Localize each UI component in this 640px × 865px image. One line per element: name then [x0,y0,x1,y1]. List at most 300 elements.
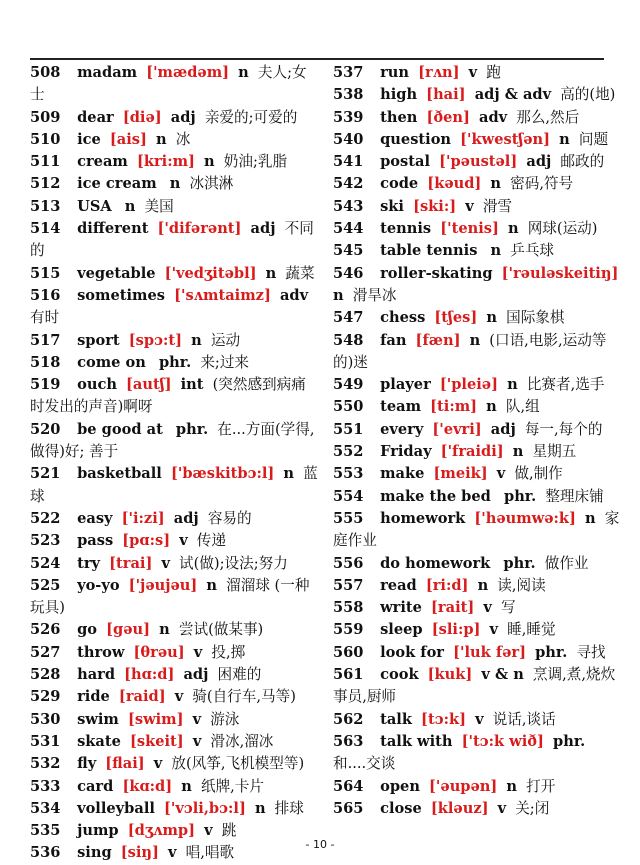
entry-pronunciation: [tɔ:k] [421,710,466,728]
entry-word: be good at [77,420,163,438]
entry-definition: 运动 [210,331,241,349]
entry-word: pass [77,532,114,550]
entry-pronunciation: [raid] [118,688,166,706]
entry-word: ski [380,197,404,215]
vocab-entry [333,664,623,709]
entry-part-of-speech: n [156,130,167,148]
entry-word: throw [77,643,125,661]
entry-number: 526 [30,621,61,639]
entry-word: sometimes [77,286,165,304]
entry-pronunciation: ['tɔ:k wið] [461,732,544,750]
entry-number: 532 [30,755,61,773]
vocab-entry [30,619,320,641]
entry-word: code [380,175,419,193]
vocab-entry [30,419,320,464]
entry-part-of-speech: v [468,64,478,81]
entry-word: card [77,777,114,795]
entry-part-of-speech: adj [170,108,196,126]
entry-pronunciation: ['bæskitbɔ:l] [170,465,275,483]
entry-pronunciation: [rʌn] [418,64,460,81]
vocab-entry [333,642,623,664]
entry-definition: 滑冰,溜冰 [210,732,274,750]
entry-word: open [380,777,420,795]
entry-definition: 烹调,煮,烧炊事员,厨师 [333,666,616,706]
vocab-entry [30,709,320,731]
entry-word: yo-yo [77,576,120,594]
entry-number: 559 [333,621,364,639]
page-number: - 10 - [305,838,335,851]
vocab-entry [30,642,320,664]
vocab-entry [30,664,320,686]
entry-part-of-speech: v [179,532,188,550]
vocab-entry [333,731,623,776]
entry-pronunciation: ['əupən] [429,777,498,795]
entry-number: 530 [30,710,61,728]
vocab-entry [333,486,623,508]
entry-number: 528 [30,666,61,684]
entry-word: ouch [77,376,117,394]
entry-pronunciation: ['rəuləskeitiŋ] [501,264,619,282]
entry-pronunciation: [θrəu] [133,643,185,661]
vocab-entry [30,686,320,708]
entry-pronunciation: ['jəujəu] [128,576,198,594]
entry-pronunciation: ['difərənt] [157,220,242,238]
entry-number: 527 [30,643,61,661]
vocab-entry [333,307,623,329]
entry-definition: 每一,每个的 [524,420,603,438]
entry-pronunciation: [kri:m] [136,153,195,171]
entry-word: sing [77,844,112,862]
entry-part-of-speech: n [486,309,498,327]
entry-word: different [77,220,149,238]
entry-pronunciation: [kuk] [427,666,473,684]
entry-definition: 和....交谈 [333,755,396,773]
entry-number: 519 [30,376,61,394]
entry-pronunciation: ['kwestʃən] [460,130,551,148]
entry-definition: 冰淇淋 [189,175,234,193]
entry-number: 538 [333,86,364,104]
entry-definition: 有时 [30,309,60,327]
entry-definition: 国际象棋 [506,309,565,327]
vocab-entry [30,553,320,575]
vocab-entry [333,441,623,463]
entry-word: come on [77,353,146,371]
entry-definition: 做,制作 [514,465,563,483]
vocab-entry [333,597,623,619]
entry-pronunciation: [sli:p] [431,621,481,639]
entry-number: 522 [30,509,61,527]
entry-part-of-speech: n [206,576,218,594]
entry-part-of-speech: n [204,153,215,171]
entry-word: high [380,86,418,104]
entry-part-of-speech: v [204,822,213,840]
entry-definition: 寻找 [576,643,606,661]
entry-word: sport [77,331,120,349]
entry-number: 537 [333,64,364,81]
entry-part-of-speech: phr. [535,643,568,661]
entry-pronunciation: ['mædəm] [146,64,230,81]
entry-part-of-speech: adj [490,420,516,438]
entry-part-of-speech: v [489,621,499,639]
entry-number: 514 [30,220,61,238]
entry-pronunciation: [swim] [127,710,184,728]
entry-word: every [380,420,424,438]
entry-part-of-speech: v [465,197,474,215]
entry-number: 518 [30,353,61,371]
entry-word: then [380,108,418,126]
right-column [333,62,623,820]
vocab-entry [30,530,320,552]
vocab-entry [333,508,623,553]
entry-part-of-speech: n [283,465,295,483]
entry-pronunciation: [ri:d] [425,576,469,594]
entry-number: 543 [333,197,364,215]
entry-part-of-speech: v [161,554,170,572]
entry-definition: 说话,谈话 [492,710,556,728]
entry-part-of-speech: phr. [503,554,536,572]
entry-number: 555 [333,509,364,527]
vocab-entry [333,575,623,597]
entry-definition: 邮政的 [560,153,605,171]
vocab-entry [333,196,623,218]
entry-pronunciation: [pɑ:s] [122,532,171,550]
vocab-entry [333,619,623,641]
entry-number: 509 [30,108,61,126]
entry-number: 523 [30,532,61,550]
entry-number: 539 [333,108,364,126]
entry-word: easy [77,509,113,527]
entry-pronunciation: [ðen] [426,108,470,126]
entry-part-of-speech: v [174,688,184,706]
vocab-entry [333,776,623,798]
vocab-entry [333,463,623,485]
entry-definition: 网球(运动) [527,220,598,238]
entry-number: 562 [333,710,364,728]
entry-number: 534 [30,799,61,817]
vocab-entry [333,798,623,820]
entry-part-of-speech: n [469,331,481,349]
vocab-entry [30,352,320,374]
entry-word: cream [77,153,128,171]
entry-number: 508 [30,64,61,81]
entry-word: hard [77,666,116,684]
entry-definition: 蓝球 [30,465,318,505]
entry-pronunciation: [fæn] [415,331,461,349]
entry-pronunciation: ['tenis] [440,220,499,238]
entry-definition: 投,掷 [211,643,246,661]
vocab-entry [30,173,320,195]
entry-definition: 奶油;乳脂 [223,153,288,171]
entry-pronunciation: [spɔ:t] [128,331,183,349]
entry-number: 554 [333,487,364,505]
entry-word: table tennis [380,242,478,260]
entry-pronunciation: [kəud] [427,175,482,193]
entry-pronunciation: [siŋ] [120,844,159,862]
entry-definition: 骑(自行车,马等) [192,688,296,706]
entry-word: basketball [77,465,162,483]
entry-pronunciation: [tʃes] [434,309,478,327]
entry-part-of-speech: v & n [481,666,524,684]
entry-number: 536 [30,844,61,862]
entry-part-of-speech: n [181,777,192,795]
entry-definition: 星期五 [532,443,577,461]
entry-pronunciation: [autʃ] [126,376,172,394]
entry-definition: 在...方面(学得,做得)好; 善于 [30,420,315,461]
entry-number: 525 [30,576,61,594]
entry-definition: 跳 [221,822,237,840]
vocab-entry [333,374,623,396]
entry-number: 540 [333,130,364,148]
entry-definition: 来;过来 [200,353,250,371]
entry-number: 548 [333,331,364,349]
entry-part-of-speech: n [254,799,266,817]
entry-number: 565 [333,799,364,817]
entry-part-of-speech: adj [526,153,552,171]
entry-definition: 冰 [175,130,191,148]
vocab-entry [30,107,320,129]
entry-word: talk with [380,732,453,750]
entry-definition: 容易的 [207,509,252,527]
vocab-entry [333,173,623,195]
entry-part-of-speech: v [168,844,177,862]
entry-number: 544 [333,220,364,238]
entry-definition: 乒乓球 [510,242,555,260]
entry-number: 510 [30,130,61,148]
entry-pronunciation: ['həumwə:k] [474,509,576,527]
entry-pronunciation: ['fraidi] [440,443,504,461]
vocab-entry [30,263,320,285]
entry-part-of-speech: phr. [553,732,586,750]
vocab-entry [30,508,320,530]
entry-number: 517 [30,331,61,349]
entry-part-of-speech: n [238,64,249,81]
entry-definition: 密码,符号 [510,175,574,193]
entry-number: 551 [333,420,364,438]
entry-word: roller-skating [380,264,493,282]
entry-part-of-speech: adj [183,666,209,684]
vocab-entry [30,196,320,218]
entry-definition: 不同的 [30,220,314,260]
vocab-entry [30,798,320,820]
entry-word: dear [77,108,114,126]
entry-pronunciation: [kləuz] [430,799,489,817]
entry-pronunciation: ['pleiə] [439,376,498,394]
entry-part-of-speech: n [486,398,497,416]
entry-number: 533 [30,777,61,795]
vocab-entry [30,374,320,419]
entry-part-of-speech: v [496,465,506,483]
entry-number: 535 [30,822,61,840]
entry-number: 564 [333,777,364,795]
entry-number: 557 [333,576,364,594]
entry-word: Friday [380,443,432,461]
entry-part-of-speech: phr. [503,487,537,505]
vocab-entry [30,62,320,107]
entry-word: team [380,398,422,416]
entry-word: swim [77,710,119,728]
entry-part-of-speech: n [507,376,518,394]
entry-number: 546 [333,264,364,282]
entry-number: 558 [333,599,364,617]
entry-definition: 睡,睡觉 [507,621,556,639]
vocab-entry [333,709,623,731]
entry-word: run [380,64,410,81]
entry-pronunciation: ['pəustəl] [439,153,518,171]
entry-word: make the bed [380,487,491,505]
vocab-entry [30,129,320,151]
entry-word: go [77,621,98,639]
vocab-entry [333,263,623,308]
entry-part-of-speech: adj [250,220,276,238]
entry-word: chess [380,309,426,327]
entry-definition: 关;闭 [515,799,550,817]
entry-part-of-speech: n [507,220,519,238]
entry-number: 549 [333,376,364,394]
entry-pronunciation: [meik] [433,465,488,483]
entry-definition: 美国 [144,197,174,215]
entry-word: look for [380,643,444,661]
entry-word: do homework [380,554,491,572]
entry-part-of-speech: n [585,509,596,527]
entry-number: 513 [30,197,61,215]
entry-part-of-speech: phr. [158,353,192,371]
entry-word: USA [77,197,112,215]
entry-pronunciation: ['evri] [432,420,482,438]
entry-pronunciation: ['vedʒitəbl] [164,264,257,282]
entry-definition: 队,组 [505,398,540,416]
entry-number: 542 [333,175,364,193]
entry-part-of-speech: n [477,576,489,594]
entry-definition: 放(风筝,飞机模型等) [171,755,305,773]
entry-number: 556 [333,554,364,572]
entry-number: 524 [30,554,61,572]
vocab-entry [333,107,623,129]
entry-definition: 亲爱的;可爱的 [204,108,298,126]
entry-definition: 游泳 [210,710,240,728]
header-rule [30,58,604,60]
vocab-entry [30,330,320,352]
vocab-entry [333,396,623,418]
vocab-entry [333,84,623,106]
entry-word: fly [77,755,97,773]
vocab-entry [333,151,623,173]
entry-definition: 排球 [274,799,304,817]
entry-number: 561 [333,666,364,684]
entry-pronunciation: ['i:zi] [121,509,165,527]
entry-word: make [380,465,425,483]
entry-pronunciation: [hɑ:d] [124,666,175,684]
entry-definition: (口语,电影,运动等的)迷 [333,331,607,371]
entry-part-of-speech: adj [173,509,199,527]
vocab-entry [30,151,320,173]
entry-definition: 溜溜球 (一种玩具) [30,576,310,617]
entry-part-of-speech: adv [279,286,309,304]
entry-part-of-speech: n [333,286,344,304]
entry-number: 563 [333,732,364,750]
entry-word: read [380,576,417,594]
entry-word: ice [77,130,101,148]
entry-word: vegetable [77,264,156,282]
entry-word: close [380,799,422,817]
entry-number: 550 [333,398,364,416]
entry-definition: 纸牌,卡片 [200,777,264,795]
entry-part-of-speech: v [192,732,202,750]
entry-definition: 写 [500,599,516,617]
entry-definition: 困难的 [217,666,262,684]
entry-part-of-speech: phr. [175,420,209,438]
entry-part-of-speech: v [153,755,163,773]
vocab-entry [30,731,320,753]
entry-number: 545 [333,242,364,260]
entry-part-of-speech: n [265,264,277,282]
entry-definition: 比赛者,选手 [526,376,605,394]
entry-number: 516 [30,286,61,304]
entry-definition: 夫人;女士 [30,64,307,104]
entry-word: write [380,599,422,617]
entry-word: try [77,554,101,572]
entry-part-of-speech: n [490,242,502,260]
entry-number: 520 [30,420,61,438]
entry-word: tennis [380,220,432,238]
entry-number: 552 [333,443,364,461]
entry-pronunciation: ['vɔli,bɔ:l] [164,799,246,817]
entry-word: jump [77,822,119,840]
entry-word: madam [77,64,138,81]
entry-part-of-speech: v [497,799,507,817]
entry-word: sleep [380,621,423,639]
entry-part-of-speech: int [180,376,204,394]
entry-part-of-speech: n [124,197,136,215]
entry-definition: 整理床铺 [545,487,604,505]
entry-word: player [380,376,431,394]
left-column [30,62,320,865]
entry-definition: 尝试(做某事) [178,621,264,639]
vocab-entry [333,419,623,441]
entry-number: 541 [333,153,364,171]
entry-part-of-speech: n [506,777,518,795]
entry-pronunciation: [flai] [105,755,145,773]
vocab-entry [333,240,623,262]
entry-word: postal [380,153,430,171]
entry-definition: 蔬菜 [285,264,315,282]
entry-pronunciation: [dʒʌmp] [127,822,196,840]
entry-pronunciation: [ti:m] [430,398,478,416]
entry-number: 553 [333,465,364,483]
entry-number: 531 [30,732,61,750]
entry-definition: 打开 [526,777,556,795]
entry-word: ride [77,688,110,706]
entry-part-of-speech: n [159,621,170,639]
entry-word: talk [380,710,412,728]
entry-word: ice cream [77,175,157,193]
vocab-entry [333,62,623,84]
entry-part-of-speech: v [475,710,484,728]
vocab-entry [30,463,320,508]
vocab-entry [30,776,320,798]
entry-pronunciation: [hai] [426,86,466,104]
vocab-entry [333,129,623,151]
entry-number: 529 [30,688,61,706]
vocab-entry [333,218,623,240]
entry-pronunciation: [diə] [122,108,162,126]
entry-pronunciation: [skeit] [130,732,184,750]
vocab-entry [333,553,623,575]
entry-pronunciation: [ski:] [413,197,457,215]
entry-part-of-speech: n [191,331,202,349]
entry-pronunciation: [kɑ:d] [122,777,173,795]
entry-definition: 问题 [578,130,609,148]
entry-part-of-speech: adj & adv [474,86,552,104]
